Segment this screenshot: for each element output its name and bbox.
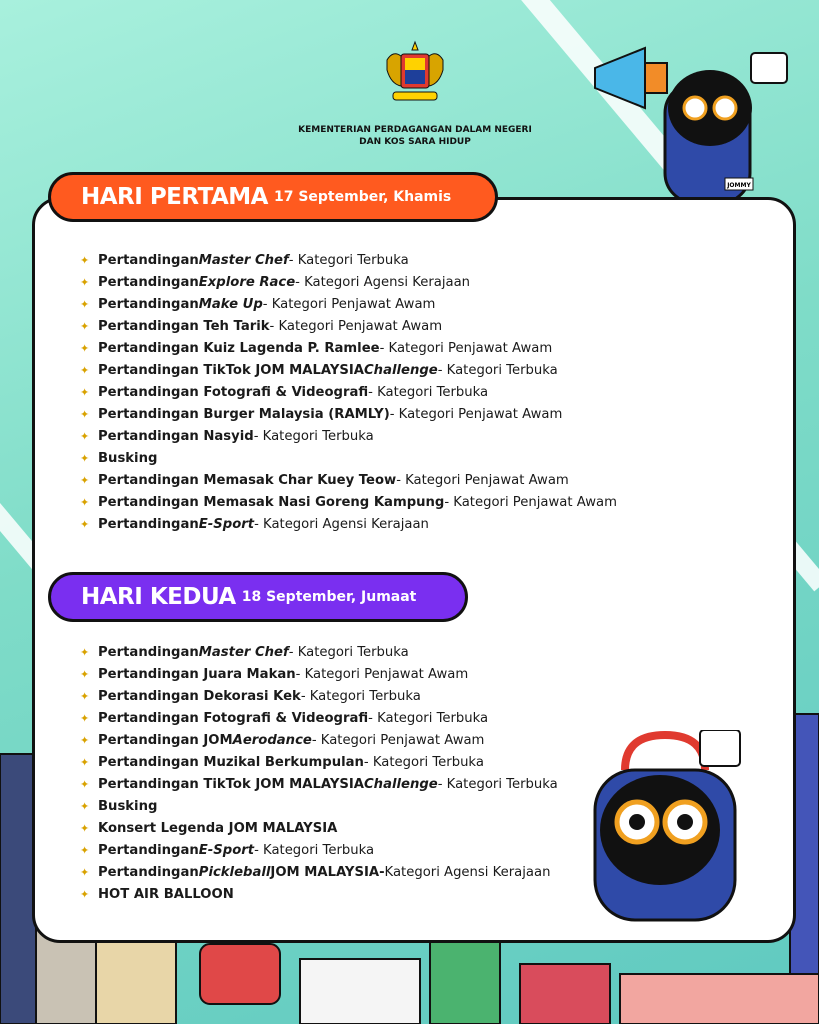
event-name: Pertandingan [98, 297, 199, 312]
event-item [80, 642, 558, 664]
event-category: - Kategori Terbuka [254, 843, 375, 858]
sparkle-icon: ✦ [80, 712, 90, 725]
event-item [80, 426, 617, 448]
day1-date: 17 September, Khamis [273, 189, 452, 205]
sparkle-icon: ✦ [80, 518, 90, 531]
sparkle-icon: ✦ [80, 276, 90, 289]
event-emphasis: E-Sport [198, 843, 255, 858]
event-name: Pertandingan [98, 843, 199, 858]
event-emphasis: Make Up [198, 297, 263, 312]
event-emphasis: Explore Race [198, 275, 296, 290]
event-emphasis: Master Chef [198, 645, 289, 660]
day2-date: 18 September, Jumaat [241, 589, 417, 605]
event-name: Pertandingan [98, 517, 199, 532]
event-category: - Kategori Agensi Kerajaan [295, 275, 471, 290]
day1-event-list [80, 250, 617, 536]
event-item [80, 360, 617, 382]
event-item [80, 404, 617, 426]
event-name: Pertandingan [98, 865, 199, 880]
day1-title: HARI PERTAMA [81, 184, 268, 210]
sparkle-icon: ✦ [80, 408, 90, 421]
event-name: Pertandingan Juara Makan [98, 667, 296, 682]
event-category: - Kategori Penjawat Awam [262, 297, 436, 312]
event-item [80, 686, 558, 708]
event-item [80, 752, 558, 774]
event-item [80, 840, 558, 862]
sparkle-icon: ✦ [80, 430, 90, 443]
event-emphasis: Challenge [364, 777, 438, 792]
event-name: Pertandingan Nasyid [98, 429, 254, 444]
event-category: - Kategori Penjawat Awam [396, 473, 569, 488]
event-item [80, 796, 558, 818]
event-name: Pertandingan Muzikal Berkumpulan [98, 755, 364, 770]
event-name: Pertandingan TikTok JOM MALAYSIA [98, 777, 364, 792]
event-name: HOT AIR BALLOON [98, 887, 234, 902]
event-item [80, 514, 617, 536]
event-item [80, 818, 558, 840]
day1-banner [48, 172, 498, 222]
sparkle-icon: ✦ [80, 888, 90, 901]
event-category: - Kategori Penjawat Awam [444, 495, 617, 510]
event-name: Pertandingan [98, 253, 199, 268]
sparkle-icon: ✦ [80, 320, 90, 333]
sparkle-icon: ✦ [80, 646, 90, 659]
event-category: - Kategori Terbuka [288, 645, 409, 660]
event-category: - Kategori Terbuka [288, 253, 409, 268]
event-item [80, 382, 617, 404]
event-item [80, 272, 617, 294]
sparkle-icon: ✦ [80, 386, 90, 399]
event-name: Pertandingan Fotografi & Videografi [98, 385, 369, 400]
sparkle-icon: ✦ [80, 364, 90, 377]
event-name: Pertandingan [98, 645, 199, 660]
event-name: Pertandingan Dekorasi Kek [98, 689, 301, 704]
sparkle-icon: ✦ [80, 668, 90, 681]
event-category: - Kategori Penjawat Awam [311, 733, 485, 748]
event-item [80, 664, 558, 686]
event-name: Pertandingan Burger Malaysia (RAMLY) [98, 407, 390, 422]
event-category: - Kategori Terbuka [300, 689, 421, 704]
sparkle-icon: ✦ [80, 844, 90, 857]
event-category: - Kategori Terbuka [437, 777, 558, 792]
ministry-line-2: DAN KOS SARA HIDUP [359, 137, 471, 147]
event-name: Konsert Legenda JOM MALAYSIA [98, 821, 338, 836]
event-item [80, 492, 617, 514]
event-category: - Kategori Terbuka [437, 363, 558, 378]
event-emphasis: Master Chef [198, 253, 289, 268]
sparkle-icon: ✦ [80, 690, 90, 703]
event-name: Pertandingan Memasak Nasi Goreng Kampung [98, 495, 445, 510]
event-emphasis: Pickleball [198, 865, 271, 880]
sparkle-icon: ✦ [80, 734, 90, 747]
event-category: - Kategori Terbuka [253, 429, 374, 444]
sparkle-icon: ✦ [80, 452, 90, 465]
event-name: Busking [98, 451, 158, 466]
day2-event-list [80, 642, 558, 906]
event-name: Pertandingan Fotografi & Videografi [98, 711, 369, 726]
sparkle-icon: ✦ [80, 756, 90, 769]
sparkle-icon: ✦ [80, 298, 90, 311]
sparkle-icon: ✦ [80, 800, 90, 813]
sparkle-icon: ✦ [80, 342, 90, 355]
event-item [80, 884, 558, 906]
sparkle-icon: ✦ [80, 822, 90, 835]
event-item [80, 316, 617, 338]
event-item [80, 250, 617, 272]
event-name: Pertandingan [98, 275, 199, 290]
event-category: - Kategori Terbuka [363, 755, 484, 770]
event-name: Pertandingan JOM [98, 733, 233, 748]
event-item [80, 730, 558, 752]
ministry-header [270, 40, 560, 148]
event-item [80, 448, 617, 470]
event-item [80, 294, 617, 316]
mascot-backpack-illustration [575, 730, 755, 940]
event-item [80, 862, 558, 884]
event-category: - Kategori Penjawat Awam [379, 341, 553, 356]
event-emphasis: Aerodance [232, 733, 312, 748]
event-suffix: JOM MALAYSIA- [270, 865, 385, 880]
day2-title: HARI KEDUA [81, 584, 236, 610]
event-category: - Kategori Agensi Kerajaan [254, 517, 429, 532]
event-name: Pertandingan TikTok JOM MALAYSIA [98, 363, 364, 378]
crest-icon [379, 40, 451, 112]
event-emphasis: E-Sport [198, 517, 255, 532]
mascot-tag-text: JOMMY [727, 182, 751, 189]
event-name: Busking [98, 799, 158, 814]
event-category: - Kategori Penjawat Awam [389, 407, 563, 422]
sparkle-icon: ✦ [80, 778, 90, 791]
event-category: - Kategori Terbuka [368, 385, 489, 400]
event-category: - Kategori Terbuka [368, 711, 489, 726]
event-item [80, 774, 558, 796]
event-name: Pertandingan Kuiz Lagenda P. Ramlee [98, 341, 380, 356]
sparkle-icon: ✦ [80, 474, 90, 487]
day2-banner [48, 572, 468, 622]
sparkle-icon: ✦ [80, 496, 90, 509]
event-item [80, 470, 617, 492]
sparkle-icon: ✦ [80, 254, 90, 267]
event-category: - Kategori Penjawat Awam [269, 319, 443, 334]
event-category: Kategori Agensi Kerajaan [384, 865, 551, 880]
ministry-line-1: KEMENTERIAN PERDAGANGAN DALAM NEGERI [298, 125, 532, 135]
event-item [80, 338, 617, 360]
event-name: Pertandingan Teh Tarik [98, 319, 270, 334]
event-name: Pertandingan Memasak Char Kuey Teow [98, 473, 397, 488]
event-emphasis: Challenge [364, 363, 438, 378]
event-category: - Kategori Penjawat Awam [295, 667, 469, 682]
event-item [80, 708, 558, 730]
sparkle-icon: ✦ [80, 866, 90, 879]
